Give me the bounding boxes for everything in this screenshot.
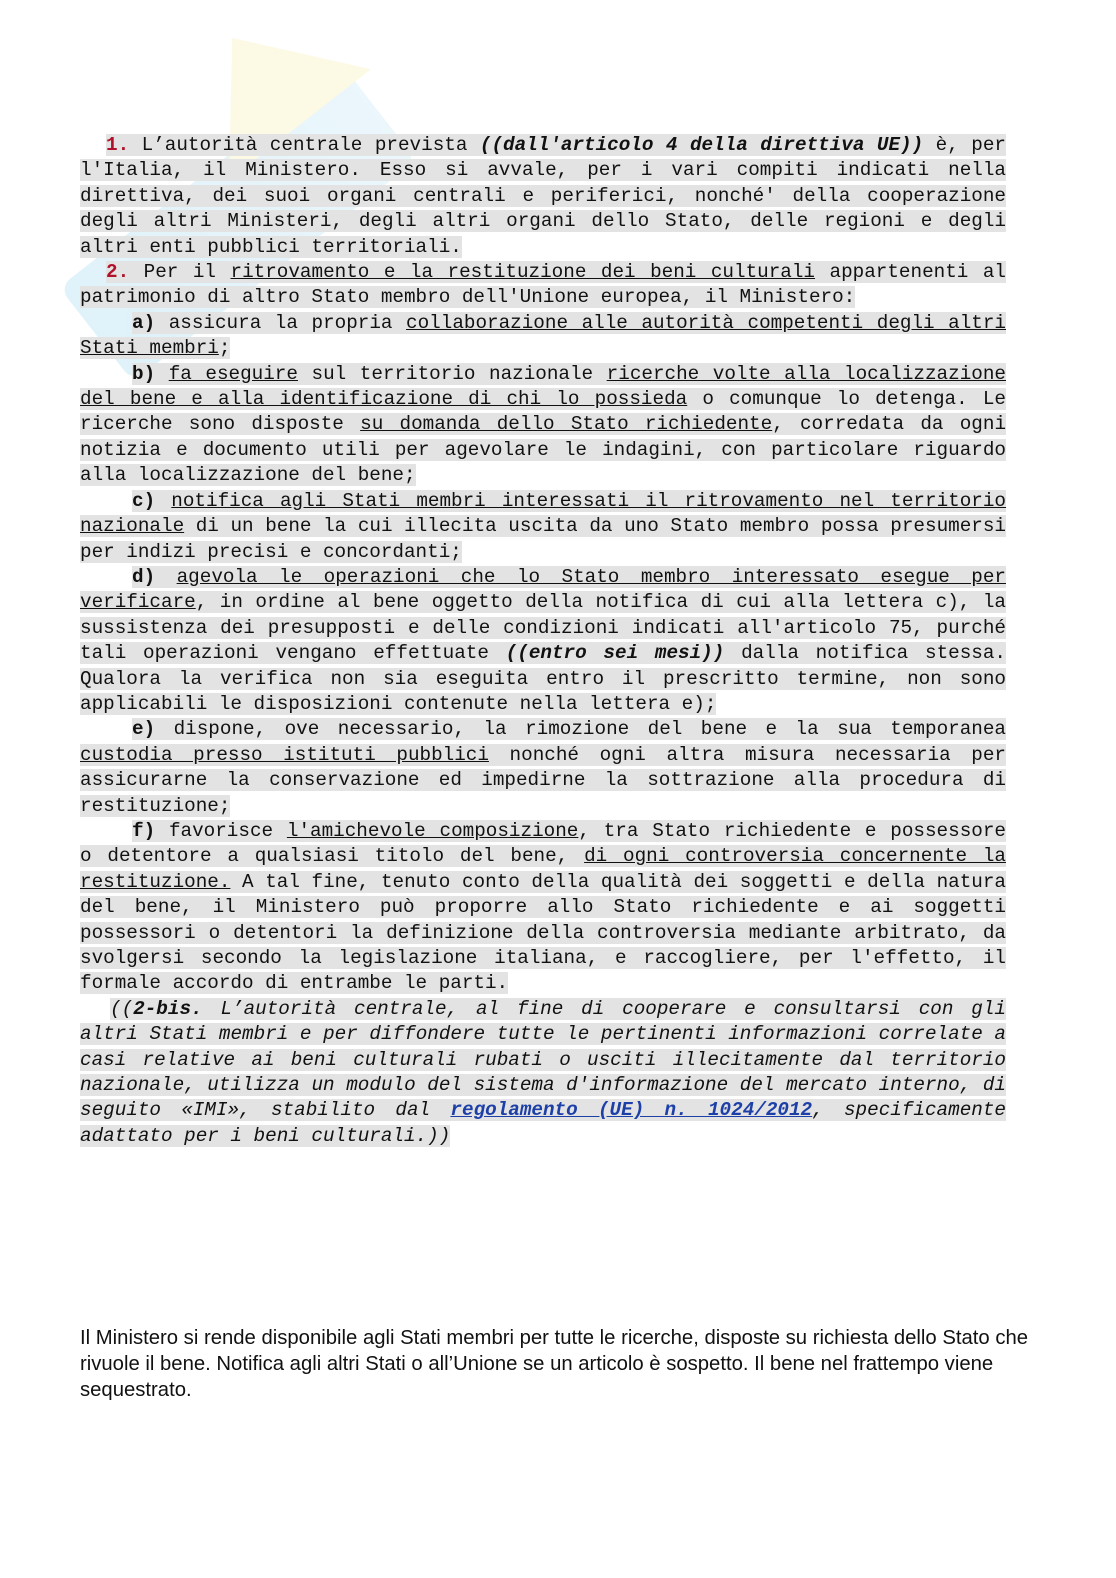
item-b: b) fa eseguire sul territorio nazionale ricerche volte alla localizzazione del bene e alla identificazione di chi lo possieda o comunque lo detenga. Le ricerche sono disposte su domanda dello Stato richiedente, corredata da ogni notizia e documento utili per agevolare le indagini, con particolare riguardo alla localizzazione del bene; xyxy=(80,362,1007,487)
summary-note: Il Ministero si rende disponibile agli Stati membri per tutte le ricerche, disposte su richiesta dello Stato che rivuole il bene. Notifica agli altri Stati o all’Unione se un articolo è sospetto. Il bene nel frattempo viene sequestrato. xyxy=(80,1327,1029,1401)
item-d: d) agevola le operazioni che lo Stato membro interessato esegue per verificare, in ordine al bene oggetto della notifica di cui alla lettera c), la sussistenza dei presupposti e delle condizioni indicati all'articolo 75, purché tali operazioni vengano effettuate ((entro sei mesi)) dalla notifica stessa. Qualora la verifica non sia eseguita entro il prescritto termine, non sono applicabili le disposizioni contenute nella lettera e); xyxy=(80,565,1006,715)
item-letter: c) xyxy=(132,489,156,512)
paragraph-2: 2. Per il ritrovamento e la restituzione dei beni culturali appartenenti al patrimonio di altro Stato membro dell'Unione europea, il Ministero: xyxy=(80,261,1006,309)
item-letter: b) xyxy=(132,362,156,385)
item-letter: e) xyxy=(132,718,156,741)
regulation-link[interactable]: regolamento (UE) n. 1024/2012 xyxy=(450,1099,813,1122)
paragraph-number: 1. xyxy=(106,134,130,156)
item-f: f) favorisce l'amichevole composizione, tra Stato richiedente e possessore o detentore a qualsiasi titolo del bene, di ogni controversia concernente la restituzione. A tal fine, tenuto conto della qualità dei soggetti e della natura del bene, il Ministero può proporre allo Stato richiedente e ai soggetti possessori o detentori la definizione della controversia mediante arbitrato, da svolgersi secondo la legislazione italiana, e raccogliere, per l'effetto, il formale accordo di entrambe le parti. xyxy=(80,819,1006,995)
paragraph-1: 1. L’autorità centrale prevista ((dall'articolo 4 della direttiva UE)) è, per l'Italia, il Ministero. Esso si avvale, per i vari compiti indicati nella direttiva, dei suoi organi centrali e periferici, nonché' della cooperazione degli altri Ministeri, degli altri organi dello Stato, delle regioni e degli altri enti pubblici territoriali. xyxy=(80,134,1006,258)
item-letter: d) xyxy=(132,565,156,588)
item-letter: a) xyxy=(132,311,156,334)
paragraph-number: 2-bis. xyxy=(133,997,203,1020)
item-letter: f) xyxy=(132,819,156,842)
item-e: e) dispone, ove necessario, la rimozione del bene e la sua temporanea custodia presso istituti pubblici nonché ogni altra misura necessaria per assicurarne la conservazione ed impedirne la sottrazione alla procedura di restituzione; xyxy=(80,718,1006,817)
item-a: a) assicura la propria collaborazione alle autorità competenti degli altri Stati membri; xyxy=(80,311,1006,360)
law-text xyxy=(80,133,1006,1149)
paragraph-2-bis: ((2-bis. L’autorità centrale, al fine di cooperare e consultarsi con gli altri Stati membri e per diffondere tutte le pertinenti informazioni correlate a casi relative ai beni culturali rubati o usciti illecitamente dal territorio nazionale, utilizza un modulo del sistema d'informazione del mercato interno, di seguito «IMI», stabilito dal regolamento (UE) n. 1024/2012, specificamente adattato per i beni culturali.)) xyxy=(80,997,1006,1147)
paragraph-number: 2. xyxy=(106,261,130,284)
item-c: c) notifica agli Stati membri interessati il ritrovamento nel territorio nazionale di un bene la cui illecita uscita da uno Stato membro possa presumersi per indizi precisi e concordanti; xyxy=(80,489,1007,563)
